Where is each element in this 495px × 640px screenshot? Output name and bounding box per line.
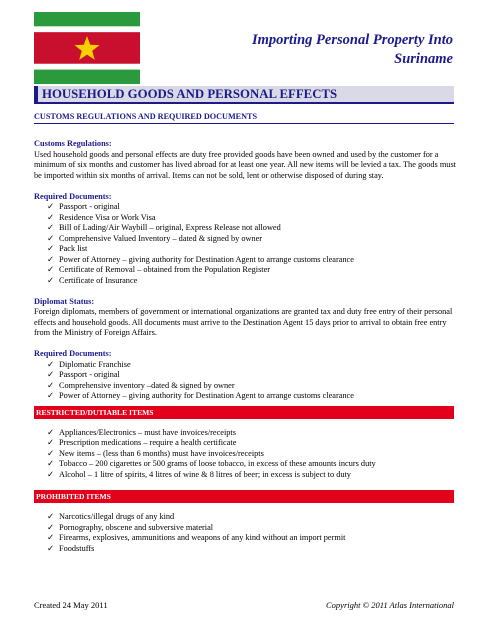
restricted-heading-bar: RESTRICTED/DUTIABLE ITEMS <box>34 406 454 419</box>
checkmark-icon: ✓ <box>47 212 54 222</box>
list-item: ✓ Diplomatic Franchise <box>47 359 131 369</box>
customs-heading: Customs Regulations: <box>34 139 112 148</box>
checkmark-icon: ✓ <box>47 512 54 521</box>
list-item: ✓ Firearms, explosives, ammunitions and weapons of any kind without an import permit <box>47 533 346 542</box>
suriname-flag-image <box>34 12 140 84</box>
list-item: ✓ Alcohol – 1 litre of spirits, 4 litres of wine & 8 litres of beer; in excess is subject to duty <box>47 469 351 479</box>
list-item: ✓ Pack list <box>47 244 88 253</box>
checkmark-icon: ✓ <box>47 275 54 285</box>
list-item: ✓ New items – (less than 6 months) must have invoices/receipts <box>47 448 264 458</box>
checkmark-icon: ✓ <box>47 254 54 264</box>
checkmark-icon: ✓ <box>47 427 54 437</box>
checkmark-icon: ✓ <box>47 202 54 211</box>
copyright-text: Copyright © 2011 Atlas International <box>326 600 454 610</box>
list-item: ✓ Foodstuffs <box>47 543 95 553</box>
list-item: ✓ Comprehensive inventory –dated & signed by owner <box>47 380 235 390</box>
section-banner: HOUSEHOLD GOODS AND PERSONAL EFFECTS <box>34 86 454 104</box>
checkmark-icon: ✓ <box>47 448 54 458</box>
restricted-items-list <box>34 428 459 481</box>
list-item: ✓ Certificate of Insurance <box>47 275 138 285</box>
checkmark-icon: ✓ <box>47 380 54 390</box>
checkmark-icon: ✓ <box>47 543 54 553</box>
prohibited-items-list <box>34 512 459 554</box>
diplomat-heading: Diplomat Status: <box>34 296 95 306</box>
checkmark-icon: ✓ <box>47 533 54 542</box>
checkmark-icon: ✓ <box>47 459 54 468</box>
list-item: ✓ Appliances/Electronics – must have invoices/receipts <box>47 427 236 437</box>
list-item: ✓ Comprehensive Valued Inventory – dated & signed by owner <box>47 233 263 243</box>
prohibited-heading-bar: PROHIBITED ITEMS <box>34 490 454 503</box>
checkmark-icon: ✓ <box>47 370 54 379</box>
page-footer <box>34 600 454 610</box>
list-item: ✓ Power of Attorney – giving authority for Destination Agent to arrange customs clearance <box>47 391 354 400</box>
checkmark-icon: ✓ <box>47 244 54 253</box>
checkmark-icon: ✓ <box>47 359 54 369</box>
document-title <box>252 31 453 69</box>
title-line-2: Suriname <box>394 51 453 67</box>
title-line-1: Importing Personal Property Into <box>251 32 453 48</box>
required-docs-list <box>34 202 459 286</box>
required-docs-heading: Required Documents: <box>34 191 112 201</box>
document-body <box>34 139 459 554</box>
customs-text: Used household goods and personal effects are duty free provided goods have been owned and used by the customer for a minimum of six months and customer has lived abroad for at least one year. All new items will be levied a tax. The goods must be imported within six months of arrival. Items can not be sold, lent or otherwise disposed of during stay. <box>34 149 456 180</box>
list-item: ✓ Tobacco – 200 cigarettes or 500 grams of loose tobacco, in excess of these amounts incurs duty <box>47 459 376 468</box>
checkmark-icon: ✓ <box>47 391 54 400</box>
checkmark-icon: ✓ <box>47 522 54 532</box>
list-item: ✓ Passport - original <box>47 202 120 211</box>
created-date: Created 24 May 2011 <box>34 600 108 610</box>
checkmark-icon: ✓ <box>47 223 54 232</box>
diplomat-text: Foreign diplomats, members of government or international organizations are granted tax and duty free entry of their personal effects and household goods. All documents must arrive to the Destination Agent 15 days prior to arrival to obtain free entry from the Ministry of Foreign Affairs. <box>34 307 453 337</box>
list-item: ✓ Passport - original <box>47 370 120 379</box>
diplomat-docs-list <box>34 360 459 402</box>
section-subheading: CUSTOMS REGULATIONS AND REQUIRED DOCUMENTS <box>34 111 454 124</box>
list-item: ✓ Prescription medications – require a health certificate <box>47 438 237 447</box>
list-item: ✓ Residence Visa or Work Visa <box>47 212 156 222</box>
list-item: ✓ Bill of Lading/Air Waybill – original, Express Release not allowed <box>47 223 281 232</box>
checkmark-icon: ✓ <box>47 233 54 243</box>
list-item: ✓ Pornography, obscene and subversive material <box>47 522 214 532</box>
list-item: ✓ Power of Attorney – giving authority for Destination Agent to arrange customs clearance <box>47 254 354 264</box>
checkmark-icon: ✓ <box>47 469 54 479</box>
checkmark-icon: ✓ <box>47 265 54 274</box>
diplomat-docs-heading: Required Documents: <box>34 349 112 358</box>
checkmark-icon: ✓ <box>47 438 54 447</box>
list-item: ✓ Certificate of Removal – obtained from the Population Register <box>47 265 271 274</box>
list-item: ✓ Narcotics/illegal drugs of any kind <box>47 512 175 521</box>
